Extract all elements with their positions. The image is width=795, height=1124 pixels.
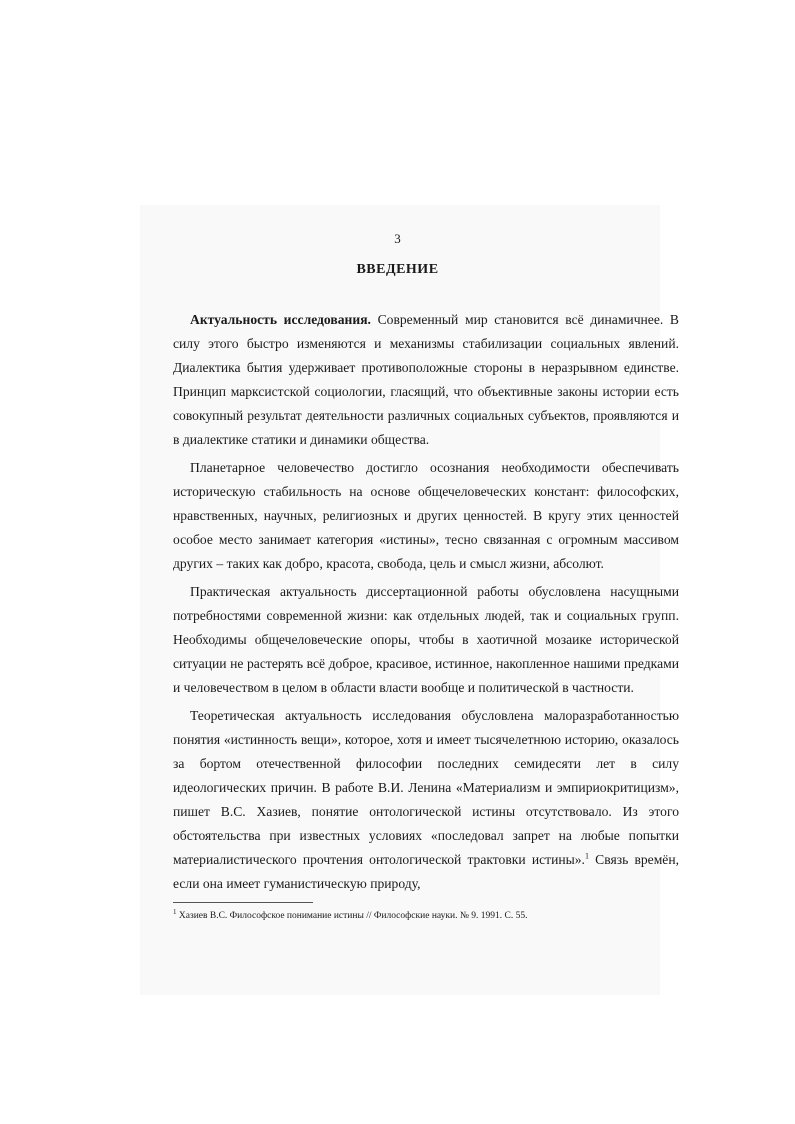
footnote-text: Хазиев В.С. Философское понимание истины // Философские науки. № 9. 1991. С. 55. [178,911,528,922]
paragraph-text: Современный мир становится всё динамичнее. В силу этого быстро изменяются и механизмы стабилизации социальных явлений. Диалектика бытия удерживает противоположные стороны в неразрывном единстве. Принцип марксистской социологии, гласящий, что объективные законы истории есть совокупный результат деятельности различных социальных субъектов, проявляются и в диалектике статики и динамики общества. [173,312,679,447]
section-title: ВВЕДЕНИЕ [356,262,439,277]
paragraph-text: Теоретическая актуальность исследования обусловлена малоразработанностью понятия «истинность вещи», которое, хотя и имеет тысячелетнюю историю, оказалось за бортом отечественной философии последних семидесяти лет в силу идеологических причин. В работе В.И. Ленина «Материализм и эмпириокритицизм», пишет В.С. Хазиев, понятие онтологической истины отсутствовало. Из этого обстоятельства при известных условиях «последовал запрет на любые попытки материалистического прочтения онтологической трактовки истины». [173,708,679,867]
paragraph-practical: Практическая актуальность диссертационной работы обусловлена насущными потребностями современной жизни: как отдельных людей, так и социальных групп. Необходимы общечеловеческие опоры, чтобы в хаотичной мозаике исторической ситуации не растерять всё доброе, красивое, истинное, накопленное нашими предками и человечеством в целом в области власти вообще и политической в частности. [173,584,679,695]
paragraph-planetary: Планетарное человечество достигло осознания необходимости обеспечивать историческую стабильность на основе общечеловеческих констант: философских, нравственных, научных, религиозных и других ценностей. В кругу этих ценностей особое место занимает категория «истины», тесно связанная с огромным массивом других – таких как добро, красота, свобода, цель и смысл жизни, абсолют. [173,460,679,571]
paragraph-text-tail: Связь времён, если она имеет гуманистическую природу, [173,852,679,891]
footnote-reference: 1 [584,851,589,861]
paragraph-theoretical [173,704,679,896]
footnote-marker: 1 [173,908,177,916]
paragraph-relevance [173,308,679,452]
body-text [173,308,679,900]
page-number: 3 [394,231,401,246]
paragraph-lead: Актуальность исследования. [190,312,371,327]
footnote [173,906,679,922]
footnote-divider [173,902,313,903]
